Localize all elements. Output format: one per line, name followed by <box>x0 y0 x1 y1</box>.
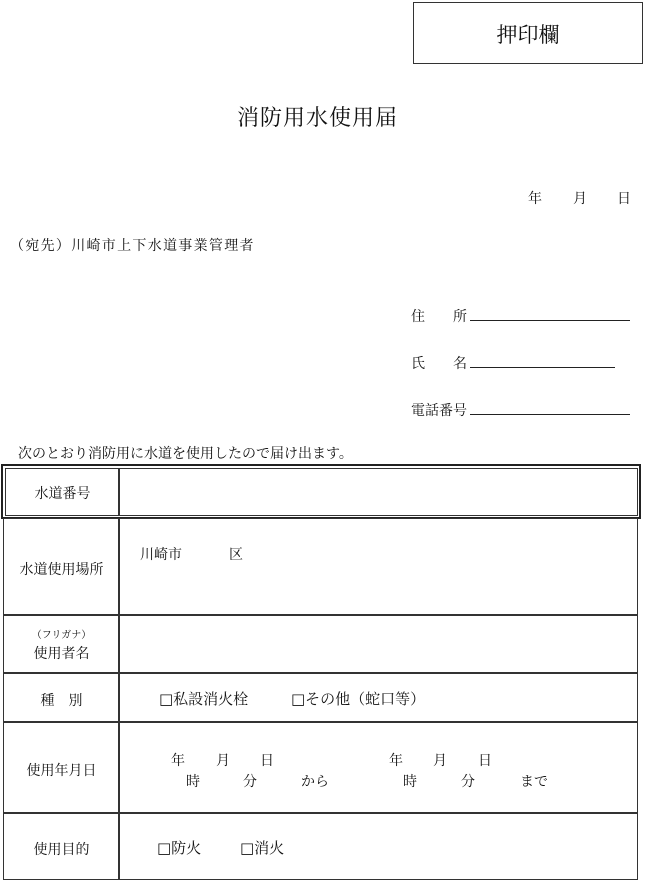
location-input[interactable] <box>118 518 638 616</box>
end-year: 年 <box>389 753 403 769</box>
purpose-label: 使用目的 <box>33 842 90 858</box>
user-name-label: 使用者名 <box>33 646 90 662</box>
name-field[interactable] <box>470 367 615 368</box>
stamp-label: 押印欄 <box>496 23 560 47</box>
start-year: 年 <box>171 753 185 769</box>
type-option-other-faucet[interactable]: □その他（蛇口等） <box>291 690 426 708</box>
phone-label: 電話番号 <box>411 403 467 419</box>
water-number-label-cell <box>5 468 120 516</box>
date-month: 月 <box>573 191 587 207</box>
location-ward: 区 <box>229 547 243 563</box>
location-city: 川崎市 <box>140 547 182 563</box>
date-label: 使用年月日 <box>26 763 97 779</box>
start-day: 日 <box>260 753 274 769</box>
address-field[interactable] <box>470 320 630 321</box>
phone-field[interactable] <box>470 414 630 415</box>
start-hour: 時 <box>186 774 200 790</box>
water-number-input[interactable] <box>118 468 638 516</box>
location-label-cell <box>3 518 120 616</box>
end-hour: 時 <box>403 774 417 790</box>
location-label: 水道使用場所 <box>19 562 104 578</box>
end-minute: 分 <box>461 774 475 790</box>
from-label: から <box>301 774 329 790</box>
start-month: 月 <box>216 753 230 769</box>
type-label: 種 別 <box>40 693 83 709</box>
purpose-option-fire-prevention[interactable]: □防火 <box>157 839 202 857</box>
end-day: 日 <box>478 753 492 769</box>
user-name-input[interactable] <box>118 614 638 674</box>
date-year: 年 <box>528 191 542 207</box>
user-name-label-cell <box>3 614 120 674</box>
purpose-options-cell <box>118 812 638 880</box>
until-label: まで <box>520 774 548 790</box>
furigana-label: （フリガナ） <box>31 630 92 641</box>
date-day: 日 <box>617 191 631 207</box>
purpose-option-fire-extinguishing[interactable]: □消火 <box>240 839 285 857</box>
stamp-box <box>413 2 643 64</box>
type-options-cell <box>118 672 638 723</box>
name-label: 氏 名 <box>411 356 467 372</box>
address-label: 住 所 <box>411 309 467 325</box>
type-option-private-hydrant[interactable]: □私設消火栓 <box>159 690 249 708</box>
date-input[interactable] <box>118 721 638 814</box>
intro-text: 次のとおり消防用に水道を使用したので届け出ます。 <box>18 446 353 462</box>
addressee: （宛先）川崎市上下水道事業管理者 <box>10 238 255 254</box>
end-month: 月 <box>433 753 447 769</box>
purpose-label-cell <box>3 812 120 880</box>
water-number-label: 水道番号 <box>34 486 91 502</box>
type-label-cell <box>3 672 120 723</box>
date-label-cell <box>3 721 120 814</box>
form-title: 消防用水使用届 <box>236 106 398 131</box>
start-minute: 分 <box>243 774 257 790</box>
